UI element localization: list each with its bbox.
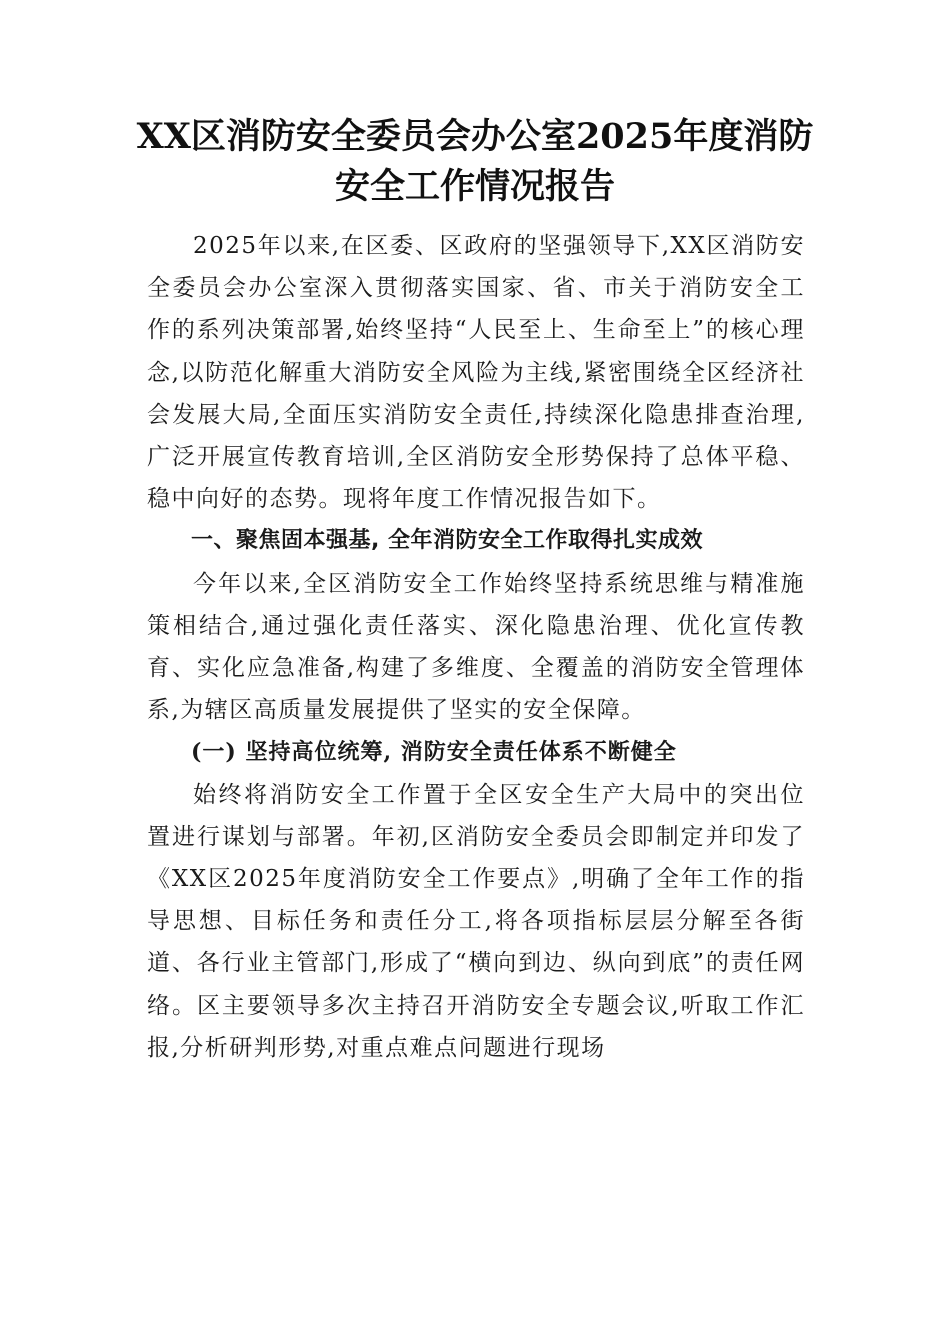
subsection-paragraph: 始终将消防安全工作置于全区安全生产大局中的突出位置进行谋划与部署。年初,区消防安全委员会即制定并印发了《XX区2025年度消防安全工作要点》,明确了全年工作的指导思想、目标任务和责任分工,将各项指标层层分解至各街道、各行业主管部门,形成了“横向到边、纵向到底”的责任网络。区主要领导多次主持召开消防安全专题会议,听取工作汇报,分析研判形势,对重点难点问题进行现场 — [147, 781, 805, 1061]
section-heading: 一、聚焦固本强基, 全年消防安全工作取得扎实成效 — [191, 528, 704, 554]
section-paragraph: 今年以来,全区消防安全工作始终坚持系统思维与精准施策相结合,通过强化责任落实、深化隐患治理、优化宣传教育、实化应急准备,构建了多维度、全覆盖的消防安全管理体系,为辖区高质量发展提供了坚实的安全保障。 — [147, 570, 805, 724]
document-title: XX区消防安全委员会办公室2025年度消防安全工作情况报告 — [136, 116, 814, 207]
document-body — [147, 225, 805, 1069]
intro-paragraph: 2025年以来,在区委、区政府的坚强领导下,XX区消防安全委员会办公室深入贯彻落实国家、省、市关于消防安全工作的系列决策部署,始终坚持“人民至上、生命至上”的核心理念,以防范化解重大消防安全风险为主线,紧密围绕全区经济社会发展大局,全面压实消防安全责任,持续深化隐患排查治理,广泛开展宣传教育培训,全区消防安全形势保持了总体平稳、稳中向好的态势。现将年度工作情况报告如下。 — [147, 233, 805, 513]
subsection-heading: (一) 坚持高位统筹, 消防安全责任体系不断健全 — [191, 739, 677, 766]
